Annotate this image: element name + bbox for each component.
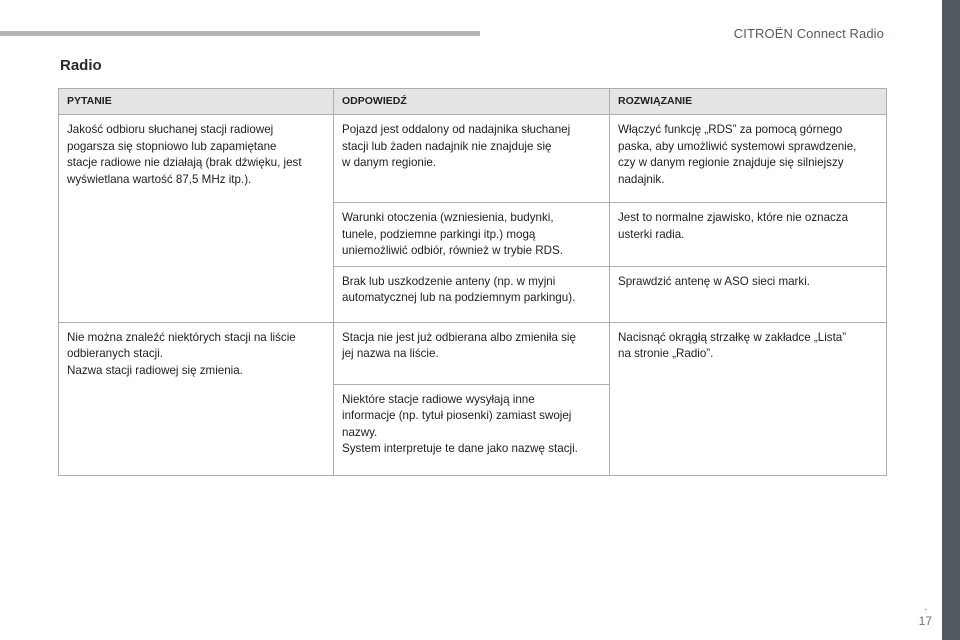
- header-solution: ROZWIĄZANIE: [610, 89, 887, 115]
- answer-cell: [334, 384, 610, 475]
- question-cell: [59, 115, 334, 323]
- header-question: PYTANIE: [59, 89, 334, 115]
- answer-line: Pojazd jest oddalony od nadajnika słuchanej: [342, 123, 571, 136]
- answer-line: System interpretuje te dane jako nazwę stacji.: [342, 442, 578, 455]
- answer-line: Brak lub uszkodzenie anteny (np. w myjni: [342, 274, 556, 288]
- question-line: odbieranych stacji.: [67, 347, 164, 360]
- question-line: Nazwa stacji radiowej się zmienia.: [67, 363, 243, 377]
- solution-line: Nacisnąć okrągłą strzałkę w zakładce „Lista”: [618, 330, 847, 344]
- table-row: [59, 322, 887, 384]
- answer-line: tunele, podziemne parkingi itp.) mogą: [342, 227, 536, 241]
- page-number: 17: [918, 614, 932, 628]
- solution-cell: [610, 266, 887, 322]
- table-row: [59, 115, 887, 203]
- question-line: wyświetlana wartość 87,5 MHz itp.).: [67, 172, 252, 186]
- solution-line: Jest to normalne zjawisko, które nie oznacza: [618, 211, 849, 224]
- answer-line: Warunki otoczenia (wzniesienia, budynki,: [342, 211, 554, 224]
- question-line: pogarsza się stopniowo lub zapamiętane: [67, 139, 277, 153]
- solution-cell: [610, 322, 887, 475]
- table-header-row: [59, 89, 887, 115]
- answer-line: w danym regionie.: [342, 156, 437, 169]
- question-line: stacje radiowe nie działają (brak dźwięku, jest: [67, 156, 302, 169]
- faq-table: [58, 88, 887, 476]
- answer-cell: [334, 266, 610, 322]
- solution-cell: [610, 203, 887, 267]
- answer-cell: [334, 203, 610, 267]
- answer-line: nazwy.: [342, 425, 378, 439]
- solution-line: na stronie „Radio”.: [618, 347, 714, 360]
- solution-line: nadajnik.: [618, 172, 665, 186]
- answer-line: stacji lub żaden nadajnik nie znajduje się: [342, 139, 552, 153]
- answer-line: automatycznej lub na podziemnym parkingu).: [342, 291, 576, 304]
- header-rule: [0, 31, 480, 36]
- answer-line: informacje (np. tytuł piosenki) zamiast swojej: [342, 409, 572, 422]
- solution-line: Sprawdzić antenę w ASO sieci marki.: [618, 274, 811, 288]
- page-marker: .: [924, 602, 927, 613]
- question-line: Jakość odbioru słuchanej stacji radiowej: [67, 123, 274, 136]
- header-answer: ODPOWIEDŹ: [334, 89, 610, 115]
- question-cell: [59, 322, 334, 475]
- question-line: Nie można znaleźć niektórych stacji na liście: [67, 330, 296, 344]
- side-bar: [942, 0, 960, 640]
- solution-line: Włączyć funkcję „RDS” za pomocą górnego: [618, 123, 843, 136]
- solution-line: paska, aby umożliwić systemowi sprawdzenie,: [618, 139, 857, 153]
- answer-line: Niektóre stacje radiowe wysyłają inne: [342, 392, 535, 406]
- answer-cell: [334, 322, 610, 384]
- answer-line: uniemożliwić odbiór, również w trybie RDS.: [342, 244, 564, 257]
- solution-cell: [610, 115, 887, 203]
- section-title: Radio: [60, 57, 102, 74]
- header-title: CITROËN Connect Radio: [733, 26, 884, 41]
- answer-cell: [334, 115, 610, 203]
- solution-line: usterki radia.: [618, 227, 685, 241]
- solution-line: czy w danym regionie znajduje się silniejszy: [618, 156, 844, 169]
- answer-line: jej nazwa na liście.: [342, 347, 439, 360]
- answer-line: Stacja nie jest już odbierana albo zmieniła się: [342, 330, 576, 344]
